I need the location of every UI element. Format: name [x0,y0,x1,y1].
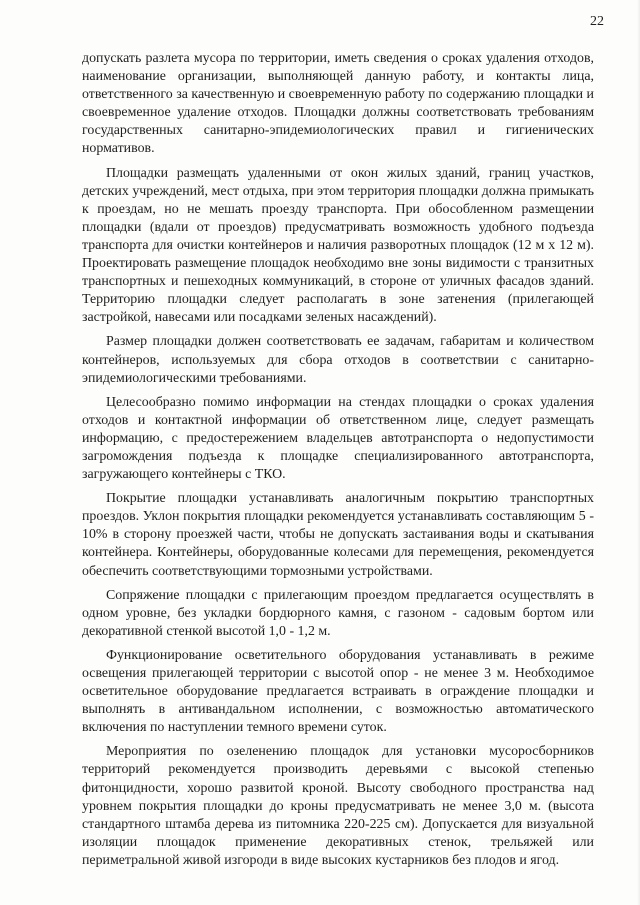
paragraph-1: допускать разлета мусора по территории, иметь сведения о сроках удаления отходов, наименование организации, выполняющей данную работу, и контакты лица, ответственного за качественную и своевременную работу по содержанию площадки и своевременное удаление отходов. Площадки должны соответствовать требованиям государственных санитарно-эпидемиологических правил и гигиенических нормативов. [82,51,594,157]
page-number: 22 [590,14,604,29]
paragraph-4: Целесообразно помимо информации на стендах площадки о сроках удаления отходов и контактной информации об ответственном лице, следует размещать информацию, с предостережением владельцев автотранспорта о недопустимости загромождения подъезда к площадке специализированного автотранспорта, загружающего контейнеры с ТКО. [82,394,594,483]
paragraph-8: Мероприятия по озеленению площадок для установки мусоросборников территорий рекомендуется производить деревьями с высокой степенью фитонцидности, хорошо развитой кроной. Высоту свободного пространства над уровнем покрытия площадки до кроны предусматривать не менее 3,0 м. (высота стандартного штамба дерева из питомника 220-225 см). Допускается для визуальной изоляции площадок применение декоративных стенок, трельяжей или периметральной живой изгороди в виде высоких кустарников без плодов и ягод. [82,744,594,868]
document-body [82,50,594,876]
paragraph-6: Сопряжение площадки с прилегающим проездом предлагается осуществлять в одном уровне, без укладки бордюрного камня, с газоном - садовым бортом или декоративной стенкой высотой 1,0 - 1,2 м. [82,587,594,639]
paragraph-2: Площадки размещать удаленными от окон жилых зданий, границ участков, детских учреждений, мест отдыха, при этом территория площадки должна примыкать к проездам, но не мешать проезду транспорта. При обособленном размещении площадки (вдали от проездов) предусматривать возможность удобного подъезда транспорта для очистки контейнеров и наличия разворотных площадок (12 м х 12 м). Проектировать размещение площадок необходимо вне зоны видимости с транзитных транспортных и пешеходных коммуникаций, в стороне от уличных фасадов зданий. Территорию площадки следует располагать в зоне затенения (прилегающей застройкой, навесами или посадками зеленых насаждений). [82,165,594,326]
paragraph-5: Покрытие площадки устанавливать аналогичным покрытию транспортных проездов. Уклон покрытия площадки рекомендуется устанавливать составляющим 5 - 10% в сторону проезжей части, чтобы не допускать застаивания воды и скатывания контейнера. Контейнеры, оборудованные колесами для перемещения, рекомендуется обеспечить соответствующими тормозными устройствами. [82,491,594,579]
paragraph-3: Размер площадки должен соответствовать ее задачам, габаритам и количеством контейнеров, используемых для сбора отходов в соответствии с санитарно-эпидемиологическими требованиями. [82,334,594,386]
paragraph-7: Функционирование осветительного оборудования устанавливать в режиме освещения прилегающей территории с высотой опор - не менее 3 м. Необходимое осветительное оборудование предлагается встраивать в ограждение площадки и выполнять в антивандальном исполнении, с возможностью автоматического включения по наступлении темного времени суток. [82,647,594,736]
